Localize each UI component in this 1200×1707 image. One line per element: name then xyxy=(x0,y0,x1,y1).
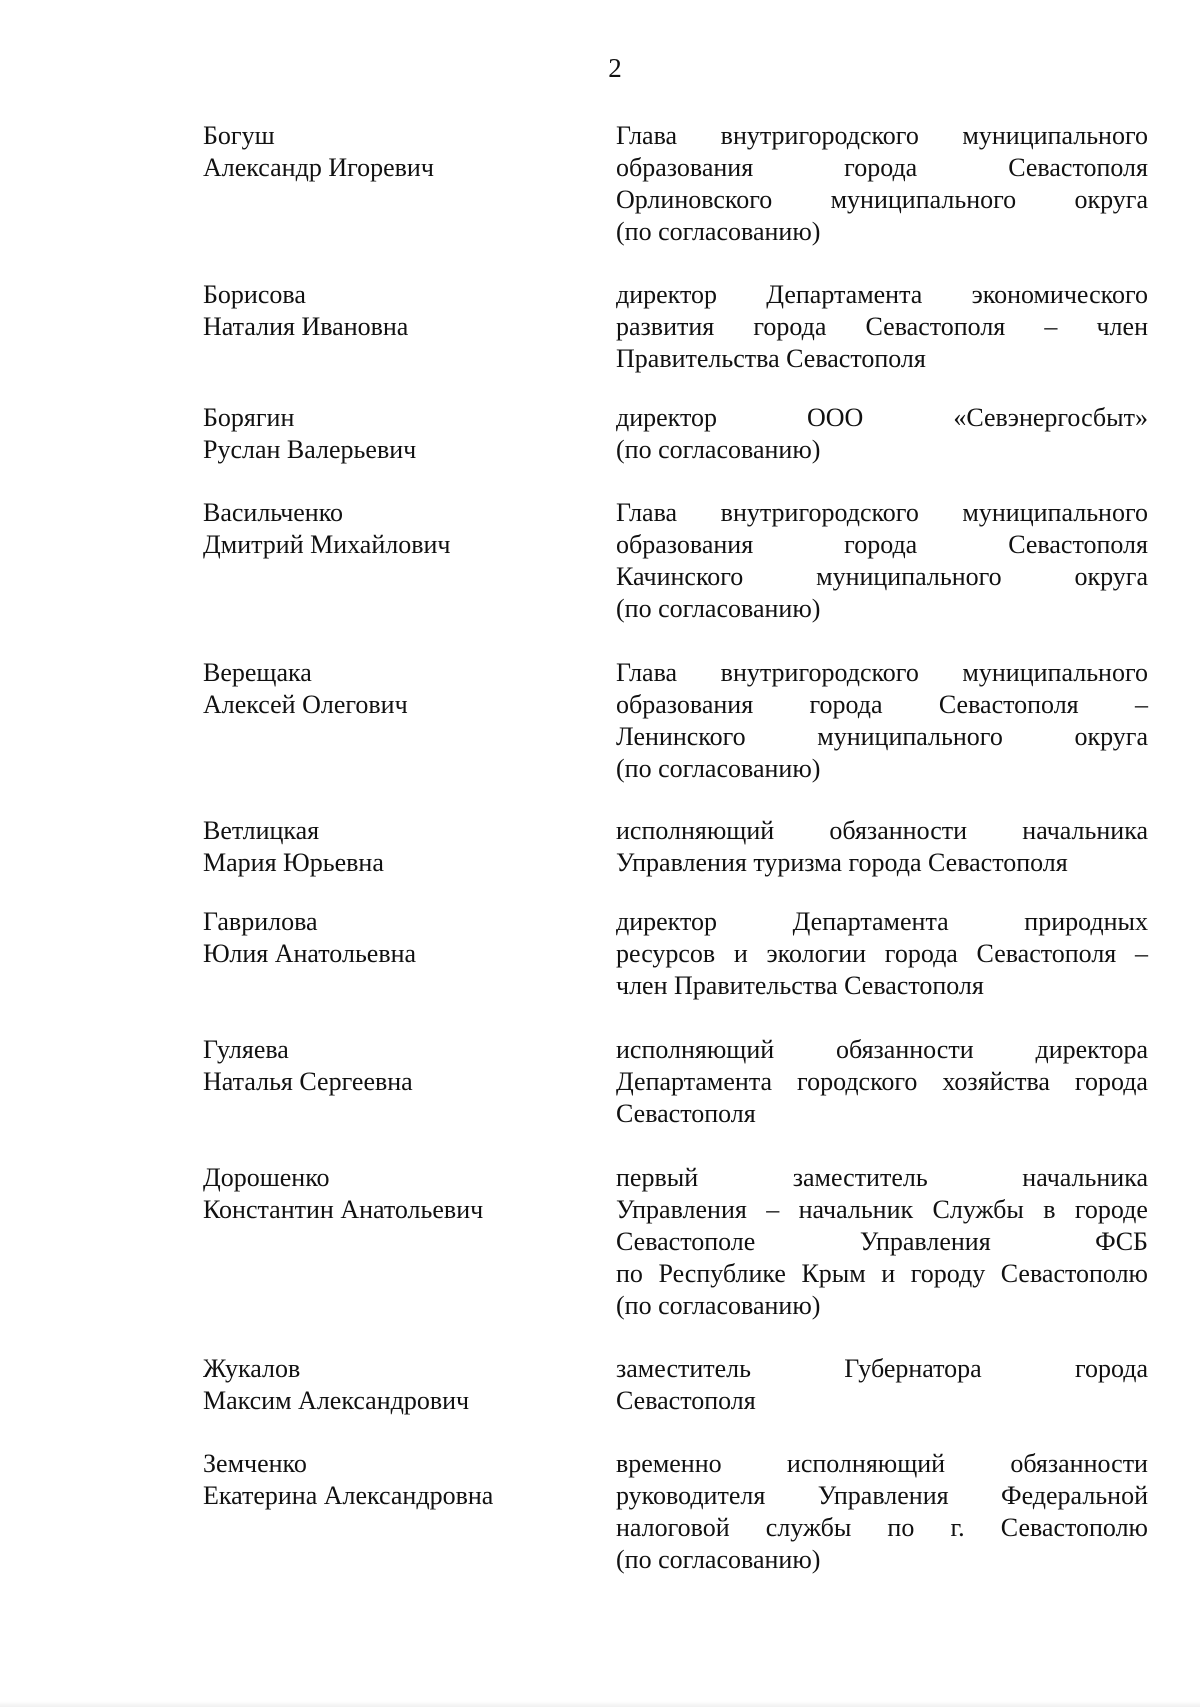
position-word: города xyxy=(844,153,918,182)
position-line xyxy=(616,1448,1148,1480)
position-word: Севастополя xyxy=(938,690,1079,719)
position-word: заместитель xyxy=(616,1354,752,1383)
position-word: округа xyxy=(1074,722,1148,751)
position-word: хозяйства xyxy=(942,1067,1050,1096)
position-line xyxy=(616,689,1148,721)
position-word: городе xyxy=(1074,1195,1148,1224)
position-word: исполняющий xyxy=(786,1449,946,1478)
position-word: временно xyxy=(616,1449,722,1478)
position-word: ресурсов xyxy=(616,939,716,968)
member-name xyxy=(203,402,583,466)
member-position xyxy=(616,1353,1148,1417)
position-line xyxy=(616,402,1148,434)
position-word: и xyxy=(733,939,748,968)
position-word: муниципального xyxy=(816,562,1002,591)
position-line xyxy=(616,1194,1148,1226)
member-name xyxy=(203,120,583,184)
position-word: в xyxy=(1043,1195,1056,1224)
position-word: экологии xyxy=(766,939,867,968)
position-word: города xyxy=(884,939,958,968)
position-word: (по согласованию) xyxy=(616,1545,821,1574)
member-surname: Земченко xyxy=(203,1449,307,1478)
position-word: директор xyxy=(616,280,717,309)
position-line xyxy=(616,1480,1148,1512)
position-word: Департамента xyxy=(766,280,923,309)
position-word: внутригородского xyxy=(720,658,919,687)
member-name xyxy=(203,279,583,343)
position-word: директор xyxy=(616,907,717,936)
position-line xyxy=(616,657,1148,689)
position-word: начальника xyxy=(1022,816,1148,845)
member-given-names: Александр Игоревич xyxy=(203,153,434,182)
position-word: Севастополя xyxy=(616,1386,756,1415)
position-line xyxy=(616,1066,1148,1098)
position-word: Службы xyxy=(932,1195,1024,1224)
position-word: города xyxy=(1074,1354,1148,1383)
position-word: муниципального xyxy=(962,658,1148,687)
position-word: развития xyxy=(616,312,715,341)
position-word: округа xyxy=(1074,185,1148,214)
position-word: образования xyxy=(616,153,754,182)
member-surname: Дорошенко xyxy=(203,1163,330,1192)
position-word: – xyxy=(1134,939,1148,968)
position-word: ООО xyxy=(806,403,864,432)
position-line xyxy=(616,1098,1148,1130)
member-name xyxy=(203,906,583,970)
member-surname: Васильченко xyxy=(203,498,344,527)
position-word: (по согласованию) xyxy=(616,1291,821,1320)
position-word: Севастополя xyxy=(1008,153,1148,182)
member-position xyxy=(616,657,1148,785)
position-line xyxy=(616,529,1148,561)
member-surname: Верещака xyxy=(203,658,312,687)
position-line xyxy=(616,497,1148,529)
member-surname: Ветлицкая xyxy=(203,816,320,845)
position-word: начальник xyxy=(798,1195,914,1224)
member-surname: Борисова xyxy=(203,280,306,309)
member-name xyxy=(203,657,583,721)
position-word: член Правительства Севастополя xyxy=(616,971,984,1000)
member-position xyxy=(616,815,1148,879)
member-name xyxy=(203,497,583,561)
position-word: муниципального xyxy=(817,722,1003,751)
position-word: муниципального xyxy=(962,498,1148,527)
position-word: Ленинского xyxy=(616,722,746,751)
position-word: Севастополе xyxy=(616,1227,756,1256)
position-line xyxy=(616,1162,1148,1194)
position-word: начальника xyxy=(1022,1163,1148,1192)
member-position xyxy=(616,497,1148,625)
member-given-names: Алексей Олегович xyxy=(203,690,408,719)
position-word: Глава xyxy=(616,498,678,527)
position-word: обязанности xyxy=(1010,1449,1148,1478)
position-word: Федеральной xyxy=(1001,1481,1148,1510)
member-position xyxy=(616,402,1148,466)
position-word: Севастополя xyxy=(976,939,1117,968)
position-line xyxy=(616,279,1148,311)
member-position xyxy=(616,279,1148,375)
member-position xyxy=(616,1448,1148,1576)
position-line xyxy=(616,343,1148,375)
position-word: округа xyxy=(1074,562,1148,591)
position-word: – xyxy=(766,1195,780,1224)
position-line xyxy=(616,561,1148,593)
position-word: первый xyxy=(616,1163,699,1192)
position-word: Департамента xyxy=(616,1067,773,1096)
position-word: городского xyxy=(797,1067,918,1096)
position-word: природных xyxy=(1024,907,1148,936)
position-word: Департамента xyxy=(792,907,949,936)
member-given-names: Наталья Сергеевна xyxy=(203,1067,413,1096)
position-word: Управления xyxy=(616,1195,747,1224)
position-word: городу xyxy=(910,1259,986,1288)
position-word: Глава xyxy=(616,658,678,687)
position-word: Глава xyxy=(616,121,678,150)
position-line xyxy=(616,311,1148,343)
position-word: Республике xyxy=(658,1259,786,1288)
position-word: заместитель xyxy=(792,1163,928,1192)
position-line xyxy=(616,938,1148,970)
position-word: города xyxy=(1074,1067,1148,1096)
position-word: экономического xyxy=(971,280,1148,309)
position-line xyxy=(616,216,1148,248)
member-given-names: Дмитрий Михайлович xyxy=(203,530,451,559)
position-word: Севастополя xyxy=(1008,530,1148,559)
position-word: Губернатора xyxy=(844,1354,982,1383)
position-line xyxy=(616,593,1148,625)
member-name xyxy=(203,1448,583,1512)
position-line xyxy=(616,434,1148,466)
position-word: исполняющий xyxy=(616,816,775,845)
position-line xyxy=(616,753,1148,785)
position-line xyxy=(616,1385,1148,1417)
position-word: руководителя xyxy=(616,1481,766,1510)
position-word: Севастополю xyxy=(1000,1513,1148,1542)
position-word: внутригородского xyxy=(720,498,919,527)
position-word: директора xyxy=(1035,1035,1148,1064)
member-position xyxy=(616,906,1148,1002)
member-name xyxy=(203,815,583,879)
position-word: города xyxy=(844,530,918,559)
position-line xyxy=(616,1290,1148,1322)
position-word: образования xyxy=(616,530,754,559)
member-position xyxy=(616,1162,1148,1322)
position-line xyxy=(616,1353,1148,1385)
member-given-names: Максим Александрович xyxy=(203,1386,470,1415)
position-word: службы xyxy=(765,1513,852,1542)
member-surname: Гаврилова xyxy=(203,907,318,936)
position-word: Управления xyxy=(859,1227,991,1256)
position-word: города xyxy=(753,312,827,341)
position-line xyxy=(616,1226,1148,1258)
position-word: муниципального xyxy=(830,185,1017,214)
position-word: «Севэнергосбыт» xyxy=(953,403,1148,432)
member-given-names: Константин Анатольевич xyxy=(203,1195,484,1224)
member-name xyxy=(203,1353,583,1417)
position-line xyxy=(616,906,1148,938)
member-given-names: Юлия Анатольевна xyxy=(203,939,417,968)
position-word: Севастополя xyxy=(865,312,1006,341)
position-word: (по согласованию) xyxy=(616,594,821,623)
position-line xyxy=(616,970,1148,1002)
position-word: Севастополю xyxy=(1000,1259,1148,1288)
position-word: Орлиновского xyxy=(616,185,773,214)
position-word: и xyxy=(881,1259,896,1288)
position-word: по xyxy=(887,1513,915,1542)
position-word: Качинского xyxy=(616,562,744,591)
position-line xyxy=(616,120,1148,152)
member-given-names: Екатерина Александровна xyxy=(203,1481,494,1510)
member-given-names: Руслан Валерьевич xyxy=(203,435,417,464)
position-line xyxy=(616,847,1148,879)
member-name xyxy=(203,1162,583,1226)
member-surname: Гуляева xyxy=(203,1035,289,1064)
position-word: директор xyxy=(616,403,717,432)
position-word: обязанности xyxy=(835,1035,974,1064)
scan-edge xyxy=(0,1701,1200,1707)
page-number: 2 xyxy=(608,53,622,83)
member-given-names: Наталия Ивановна xyxy=(203,312,409,341)
position-word: – xyxy=(1134,690,1148,719)
position-word: города xyxy=(809,690,883,719)
position-line xyxy=(616,152,1148,184)
position-word: Управления xyxy=(817,1481,949,1510)
position-word: Правительства Севастополя xyxy=(616,344,926,373)
position-word: Крым xyxy=(801,1259,866,1288)
member-position xyxy=(616,120,1148,248)
position-word: (по согласованию) xyxy=(616,754,821,783)
member-surname: Жукалов xyxy=(203,1354,301,1383)
position-word: член xyxy=(1096,312,1148,341)
position-word: – xyxy=(1044,312,1058,341)
position-word: налоговой xyxy=(616,1513,730,1542)
position-word: обязанности xyxy=(829,816,968,845)
member-surname: Борягин xyxy=(203,403,295,432)
position-word: внутригородского xyxy=(720,121,919,150)
position-word: г. xyxy=(950,1513,965,1542)
position-line xyxy=(616,184,1148,216)
position-word: Управления туризма города Севастополя xyxy=(616,848,1068,877)
position-word: ФСБ xyxy=(1095,1227,1148,1256)
position-line xyxy=(616,1544,1148,1576)
position-word: Севастополя xyxy=(616,1099,756,1128)
position-word: по xyxy=(616,1259,643,1288)
position-line xyxy=(616,815,1148,847)
position-line xyxy=(616,1034,1148,1066)
member-surname: Богуш xyxy=(203,121,275,150)
position-line xyxy=(616,1258,1148,1290)
position-word: (по согласованию) xyxy=(616,217,821,246)
position-line xyxy=(616,721,1148,753)
position-line xyxy=(616,1512,1148,1544)
member-name xyxy=(203,1034,583,1098)
position-word: исполняющий xyxy=(616,1035,775,1064)
position-word: (по согласованию) xyxy=(616,435,821,464)
position-word: образования xyxy=(616,690,754,719)
position-word: муниципального xyxy=(962,121,1148,150)
member-position xyxy=(616,1034,1148,1130)
member-given-names: Мария Юрьевна xyxy=(203,848,384,877)
